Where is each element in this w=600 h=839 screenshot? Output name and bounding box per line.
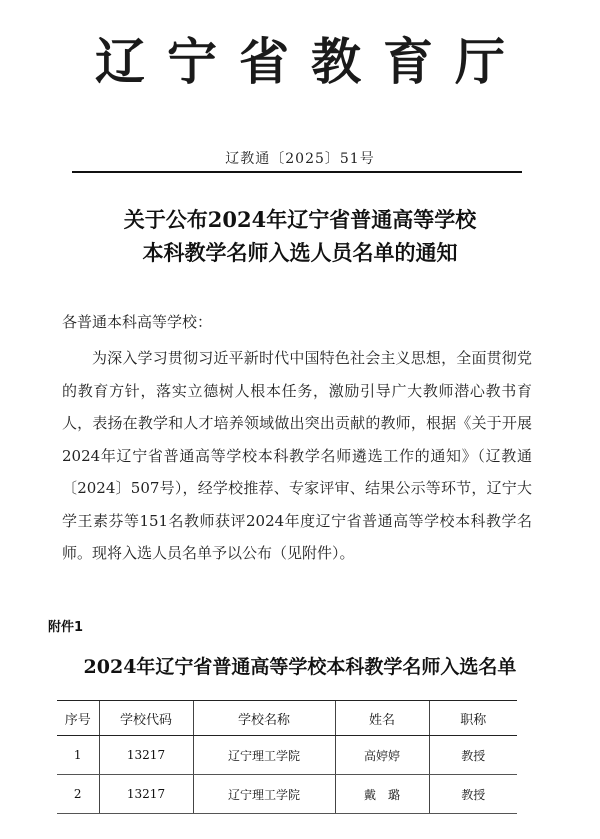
header-divider	[72, 171, 522, 173]
cell-school-name: 辽宁理工学院	[193, 736, 335, 775]
issuer-header: 辽宁省教育厅	[95, 32, 527, 91]
column-header-index: 序号	[57, 701, 99, 736]
cell-school-code: 13217	[99, 736, 193, 775]
cell-title: 教授	[429, 736, 517, 775]
attachment-title: 2024年辽宁省普通高等学校本科教学名师入选名单	[83, 656, 517, 678]
notice-body: 为深入学习贯彻习近平新时代中国特色社会主义思想，全面贯彻党的教育方针，落实立德树人根本任务，激励引导广大教师潜心教书育人，表扬在教学和人才培养领域做出突出贡献的教师，根据《关于开展2024年辽宁省普通高等学校本科教学名师遴选工作的通知》（辽教通〔2024〕507号），经学校推荐、专家评审、结果公示等环节，辽宁大学王素芬等151名教师获评2024年度辽宁省普通高等学校本科教学名师。现将入选人员名单予以公布（见附件）。	[62, 349, 532, 562]
column-header-name: 姓名	[335, 701, 429, 736]
cell-school-code: 13217	[99, 775, 193, 814]
attachment-label: 附件1	[48, 620, 84, 635]
column-header-school-name: 学校名称	[193, 701, 335, 736]
document-number: 辽教通〔2025〕51号	[225, 151, 375, 167]
cell-school-name: 辽宁理工学院	[193, 775, 335, 814]
column-header-school-code: 学校代码	[99, 701, 193, 736]
cell-index: 2	[57, 775, 99, 814]
roster-table	[57, 700, 517, 814]
notice-title-line-2: 本科教学名师入选人员名单的通知	[142, 240, 458, 265]
column-header-title: 职称	[429, 701, 517, 736]
cell-name: 高婷婷	[335, 736, 429, 775]
salutation: 各普通本科高等学校：	[62, 313, 213, 331]
cell-index: 1	[57, 736, 99, 775]
notice-title	[0, 203, 600, 269]
cell-name: 戴 璐	[335, 775, 429, 814]
cell-title: 教授	[429, 775, 517, 814]
notice-title-line-1: 关于公布2024年辽宁省普通高等学校	[123, 207, 477, 232]
table-row	[57, 736, 517, 775]
table-row	[57, 775, 517, 814]
table-header-row	[57, 701, 517, 736]
